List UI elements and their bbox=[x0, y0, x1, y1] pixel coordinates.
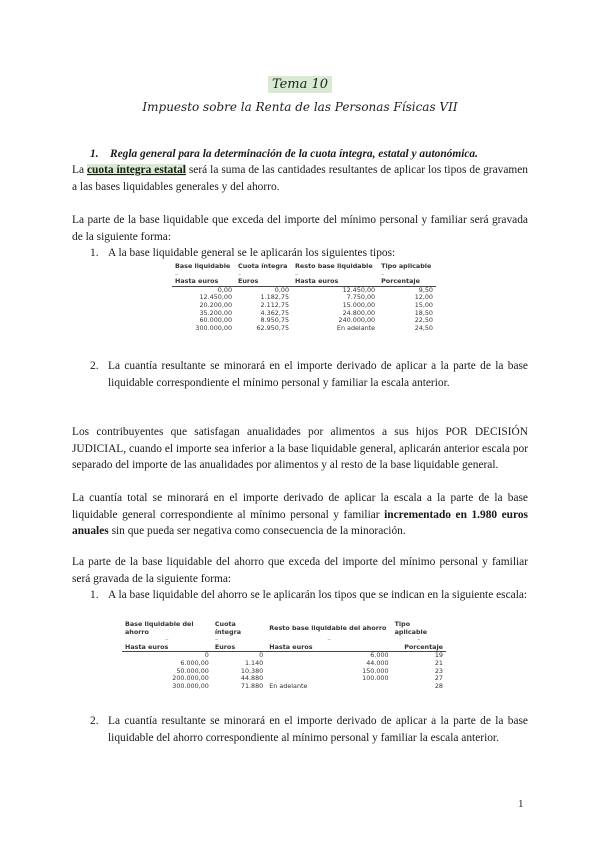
table2-subheader: Euros bbox=[212, 644, 266, 652]
table-row: 0,00 0,00 12.450,00 9,50 bbox=[217, 285, 433, 294]
table-row: 6.000,00 1.140 44.000 21 bbox=[180, 658, 443, 667]
table-base-general: Base liquidable Cuota íntegra Resto base liquidable Tipo aplicable – – – – Hasta euros Euros Hasta euros Porcentaje 0,00 0,00 12.450,00 9,50 12.450,00 1.182,75 7.750,00 12,00 20.200,00 2.112,75 15.000,00 15,00 35.200,00 4.362,75 24.800,00 18,50 60.000,00 8.950,75 240.000,00 22,50 300.000,00 62.950,75 En adelante 24,50 bbox=[172, 263, 436, 332]
document-subtitle: Impuesto sobre la Renta de las Personas Físicas VII bbox=[142, 100, 458, 114]
table-base-ahorro: Base liquidable del ahorro Cuota íntegra Resto base liquidable del ahorro Tipo aplicable – – – – Hasta euros Euros Hasta euros Porcentaje 0 0 6.000 19 6.000,00 1.140 44.000 21 50.000,00 10.380 150.000 23 200.000,00 44.880 100.000 27 300.000,00 71.880 En adelante 28 bbox=[122, 621, 446, 690]
highlighted-term: cuota íntegra estatal bbox=[86, 164, 186, 176]
bold-increment: incrementado en 1.980 euros anuales bbox=[72, 508, 528, 538]
table-row: 0 0 6.000 19 bbox=[204, 651, 443, 660]
table1-header-cuota: Cuota íntegra bbox=[238, 262, 288, 270]
document-title: Tema 10 bbox=[0, 77, 600, 92]
table2-subheader: Porcentaje bbox=[392, 644, 446, 652]
list1-item2: 2. La cuantía resultante se minorará en el importe derivado de aplicar a la parte de la base liquidable correspondiente el mínimo personal y familiar la escala anterior. bbox=[90, 360, 528, 389]
table-row: 50.000,00 10.380 150.000 23 bbox=[176, 666, 443, 675]
table1-subheader: Hasta euros bbox=[172, 278, 235, 286]
list2-item2: 2. La cuantía resultante se minorará en el importe derivado de aplicar a la parte de la base liquidable del ahorro correspondiente al mínimo personal y familiar la escala anterior. bbox=[90, 715, 528, 744]
table2-header-cuota: Cuota íntegra bbox=[214, 620, 242, 636]
table2-header-base: Base liquidable del ahorro bbox=[125, 620, 194, 636]
table-row: 12.450,00 1.182,75 7.750,00 12,00 bbox=[199, 293, 433, 302]
paragraph-base-ahorro: La parte de la base liquidable del ahorro que exceda del importe del mínimo personal y familiar será gravada de la siguiente forma: bbox=[72, 556, 528, 585]
table1-header-base: Base liquidable bbox=[175, 262, 231, 270]
table2-header-resto: Resto base liquidable del ahorro bbox=[269, 623, 387, 632]
table-row: 60.000,00 8.950,75 240.000,00 22,50 bbox=[199, 316, 433, 325]
paragraph-anualidades: Los contribuyentes que satisfagan anualidades por alimentos a sus hijos POR DECISIÓN JUDICIAL, cuando el importe sea inferior a la base liquidable general, aplicarán anterior escala por separado del importe de las anualidades por alimentos y al resto de la base liquidable general. bbox=[72, 426, 528, 472]
table1-header-tipo: Tipo aplicable bbox=[381, 262, 432, 270]
section-heading: 1. Regla general para la determinación de la cuota íntegra, estatal y autonómica. bbox=[90, 148, 478, 160]
paragraph-base-liquidable: La parte de la base liquidable que exceda del importe del mínimo personal y familiar será gravada de la siguiente forma: bbox=[72, 214, 528, 243]
table-row: 20.200,00 2.112,75 15.000,00 15,00 bbox=[199, 300, 433, 309]
table-row: 300.000,00 71.880 En adelante 28 bbox=[172, 681, 443, 690]
table1-header-resto: Resto base liquidable bbox=[295, 262, 373, 270]
table1-subheader: Hasta euros bbox=[292, 278, 378, 286]
table-row: 200.000,00 44.880 100.000 27 bbox=[172, 674, 443, 683]
page-number: 1 bbox=[518, 798, 524, 810]
list1-item1: 1. A la base liquidable general se le aplicarán los siguientes tipos: bbox=[90, 247, 396, 259]
table-row: 300.000,00 62.950,75 En adelante 24,50 bbox=[195, 323, 433, 332]
table1-subheader: Euros bbox=[235, 278, 292, 286]
paragraph-minoracion: La cuantía total se minorará en el importe derivado de aplicar la escala a la parte de la base liquidable general correspondiente al mínimo personal y familiar incrementado en 1.980 euros anuales sin que pueda ser negativa como consecuencia de la minoración. bbox=[72, 492, 528, 538]
table2-subheader: Hasta euros bbox=[122, 644, 212, 652]
table2-subheader: Hasta euros bbox=[266, 644, 391, 652]
table2-header-tipo: Tipo aplicable bbox=[394, 620, 428, 636]
table1-subheader: Porcentaje bbox=[378, 278, 436, 286]
list2-item1: 1. A la base liquidable del ahorro se le aplicarán los tipos que se indican en la siguiente escala: bbox=[90, 589, 528, 601]
paragraph-cuota-integra: La cuota íntegra estatal será la suma de las cantidades resultantes de aplicar los tipos de gravamen a las bases liquidables generales y del ahorro. bbox=[72, 164, 528, 193]
table-row: 35.200,00 4.362,75 24.800,00 18,50 bbox=[199, 308, 433, 317]
